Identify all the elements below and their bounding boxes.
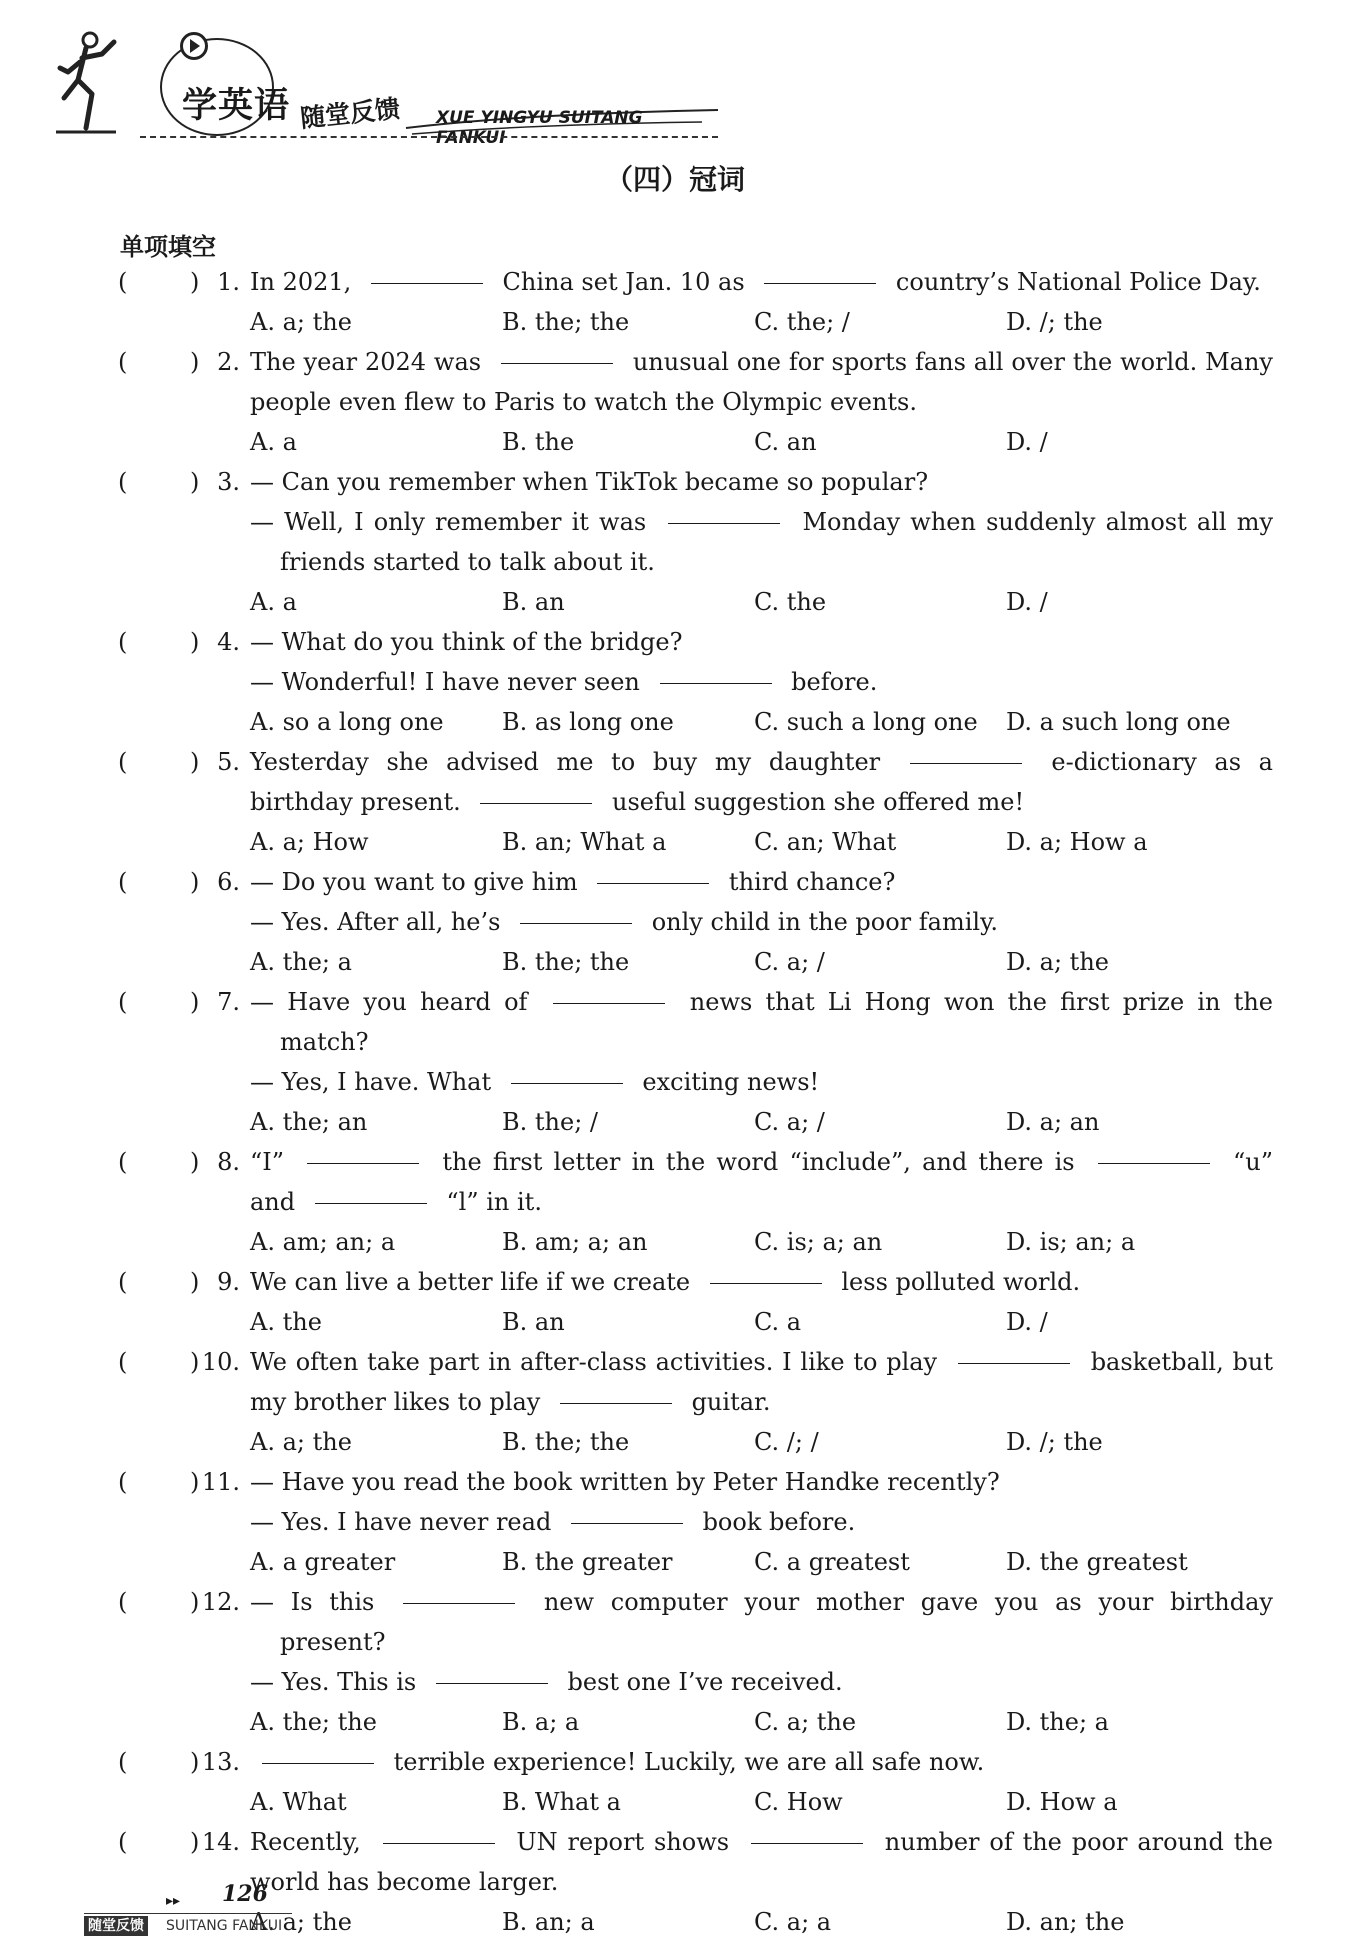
- dialogue-line: — Have you read the book written by Peter Handke recently?: [250, 1468, 1000, 1496]
- fill-blank[interactable]: [315, 1203, 427, 1204]
- answer-option[interactable]: A. so a long one: [250, 708, 444, 736]
- question-stem: [250, 262, 1273, 302]
- question-stem: [250, 1342, 1273, 1422]
- answer-option[interactable]: C. a: [754, 1308, 802, 1336]
- answer-option[interactable]: B. the; /: [502, 1108, 598, 1136]
- answer-option[interactable]: D. /: [1006, 1308, 1048, 1336]
- answer-option[interactable]: A. am; an; a: [250, 1228, 396, 1256]
- option-row: [250, 422, 1273, 462]
- dialogue-line: — Yes. After all, he’s only child in the poor family.: [250, 908, 999, 936]
- question-item: [118, 1462, 1273, 1582]
- answer-option[interactable]: C. a; a: [754, 1908, 832, 1936]
- header-title-latin: XUE YINGYU SUITANG FANKUI: [436, 108, 643, 148]
- question-item: [118, 1262, 1273, 1342]
- question-item: [118, 1342, 1273, 1462]
- answer-option[interactable]: C. a; /: [754, 948, 825, 976]
- fill-blank[interactable]: [660, 683, 772, 684]
- question-stem: [250, 342, 1273, 422]
- fill-blank[interactable]: [560, 1403, 672, 1404]
- answer-option[interactable]: B. the greater: [502, 1548, 673, 1576]
- option-row: [250, 822, 1273, 862]
- answer-option[interactable]: D. the greatest: [1006, 1548, 1188, 1576]
- question-item: [118, 982, 1273, 1142]
- question-stem: [250, 742, 1273, 822]
- question-item: [118, 1822, 1273, 1942]
- question-stem: [250, 1462, 1273, 1542]
- answer-option[interactable]: D. is; an; a: [1006, 1228, 1136, 1256]
- dialogue-line: — Have you heard of news that Li Hong won the first prize in the match?: [250, 988, 1273, 1056]
- answer-box[interactable]: ( ): [118, 628, 200, 656]
- answer-option[interactable]: B. am; a; an: [502, 1228, 648, 1256]
- question-stem: [250, 622, 1273, 702]
- option-row: [250, 942, 1273, 982]
- answer-option[interactable]: C. is; a; an: [754, 1228, 883, 1256]
- option-row: [250, 1102, 1273, 1142]
- answer-option[interactable]: C. an: [754, 428, 817, 456]
- question-item: [118, 342, 1273, 462]
- answer-box[interactable]: ( ): [118, 1348, 200, 1376]
- answer-box[interactable]: ( ): [118, 748, 200, 776]
- answer-option[interactable]: B. an; a: [502, 1908, 595, 1936]
- answer-option[interactable]: B. the; the: [502, 1428, 630, 1456]
- question-number: 5.: [217, 748, 240, 776]
- answer-option[interactable]: A. a greater: [250, 1548, 396, 1576]
- question-number: 7.: [217, 988, 240, 1016]
- question-item: [118, 262, 1273, 342]
- fill-blank[interactable]: [436, 1683, 548, 1684]
- stem-line: terrible experience! Luckily, we are all safe now.: [250, 1742, 1273, 1782]
- dialogue-line: — Wonderful! I have never seen before.: [250, 668, 878, 696]
- dialogue-line: — Is this new computer your mother gave you as your birthday present?: [250, 1588, 1273, 1656]
- fill-blank[interactable]: [383, 1843, 495, 1844]
- answer-option[interactable]: B. an: [502, 588, 565, 616]
- fill-blank[interactable]: [571, 1523, 683, 1524]
- option-row: [250, 1902, 1273, 1942]
- question-stem: [250, 1262, 1273, 1302]
- fill-blank[interactable]: [511, 1083, 623, 1084]
- answer-option[interactable]: B. an: [502, 1308, 565, 1336]
- answer-option[interactable]: A. a; How: [250, 828, 369, 856]
- question-stem: [250, 862, 1273, 942]
- question-number: 6.: [217, 868, 240, 896]
- question-number: 10.: [201, 1348, 240, 1376]
- answer-option[interactable]: D. a such long one: [1006, 708, 1231, 736]
- option-row: [250, 302, 1273, 342]
- answer-option[interactable]: C. a; the: [754, 1708, 857, 1736]
- stem-line: Yesterday she advised me to buy my daughter e-dictionary as a birthday present. useful suggestion she offered me!: [250, 748, 1273, 816]
- question-number: 11.: [201, 1468, 240, 1496]
- answer-box[interactable]: ( ): [118, 348, 200, 376]
- question-number: 4.: [217, 628, 240, 656]
- answer-option[interactable]: D. /: [1006, 428, 1048, 456]
- part-title: 单项填空: [120, 233, 216, 261]
- question-stem: [250, 982, 1273, 1102]
- stem-line: The year 2024 was unusual one for sports fans all over the world. Many people even flew to Paris to watch the Olympic events.: [250, 348, 1273, 416]
- option-row: [250, 1222, 1273, 1262]
- fill-blank[interactable]: [710, 1283, 822, 1284]
- answer-option[interactable]: B. an; What a: [502, 828, 667, 856]
- question-number: 3.: [217, 468, 240, 496]
- answer-box[interactable]: ( ): [118, 1148, 200, 1176]
- dialogue-line: — Can you remember when TikTok became so popular?: [250, 468, 929, 496]
- answer-option[interactable]: B. What a: [502, 1788, 621, 1816]
- answer-option[interactable]: A. What: [250, 1788, 347, 1816]
- answer-option[interactable]: C. How: [754, 1788, 843, 1816]
- question-stem: [250, 1742, 1273, 1782]
- fill-blank[interactable]: [371, 283, 483, 284]
- stem-line: We often take part in after-class activities. I like to play basketball, but my brother likes to play guitar.: [250, 1348, 1273, 1416]
- option-row: [250, 1542, 1273, 1582]
- answer-option[interactable]: D. /; the: [1006, 308, 1103, 336]
- fill-blank[interactable]: [597, 883, 709, 884]
- option-row: [250, 1422, 1273, 1462]
- answer-option[interactable]: D. a; the: [1006, 948, 1109, 976]
- question-number: 14.: [201, 1828, 240, 1856]
- answer-option[interactable]: D. /; the: [1006, 1428, 1103, 1456]
- footer-divider: [84, 1913, 292, 1914]
- stem-line: Recently, UN report shows number of the poor around the world has become larger.: [250, 1828, 1274, 1896]
- fill-blank[interactable]: [262, 1763, 374, 1764]
- answer-box[interactable]: ( ): [118, 1828, 200, 1856]
- answer-option[interactable]: A. the; a: [250, 948, 352, 976]
- footer-tag-cn: 随堂反馈: [84, 1916, 148, 1936]
- option-row: [250, 1702, 1273, 1742]
- answer-box[interactable]: ( ): [118, 468, 200, 496]
- question-item: [118, 1742, 1273, 1822]
- stem-line: We can live a better life if we create less polluted world.: [250, 1268, 1081, 1296]
- fill-blank[interactable]: [668, 523, 780, 524]
- header-divider: [140, 136, 718, 138]
- question-number: 9.: [217, 1268, 240, 1296]
- runner-logo-icon: [56, 28, 126, 138]
- question-stem: [250, 1582, 1273, 1702]
- question-list: [118, 262, 1273, 1942]
- answer-option[interactable]: B. a; a: [502, 1708, 580, 1736]
- page-number: 126: [222, 1881, 268, 1907]
- answer-option[interactable]: C. the: [754, 588, 827, 616]
- answer-box[interactable]: ( ): [118, 1468, 200, 1496]
- footer-tag-latin: SUITANG FANKUI: [166, 1918, 283, 1934]
- answer-option[interactable]: A. the: [250, 1308, 322, 1336]
- question-number: 2.: [217, 348, 240, 376]
- question-number: 8.: [217, 1148, 240, 1176]
- option-row: [250, 1782, 1273, 1822]
- fill-blank[interactable]: [501, 363, 613, 364]
- dialogue-line: — Well, I only remember it was Monday when suddenly almost all my friends started to talk about it.: [250, 508, 1274, 576]
- fill-blank[interactable]: [307, 1163, 419, 1164]
- answer-option[interactable]: A. a; the: [250, 308, 352, 336]
- fill-blank[interactable]: [751, 1843, 863, 1844]
- answer-option[interactable]: C. /; /: [754, 1428, 819, 1456]
- answer-option[interactable]: A. a: [250, 588, 297, 616]
- answer-option[interactable]: A. a; the: [250, 1908, 352, 1936]
- answer-option[interactable]: B. the: [502, 428, 575, 456]
- option-row: [250, 582, 1273, 622]
- stem-line: “I” the first letter in the word “include”, and there is “u” and “l” in it.: [250, 1148, 1273, 1216]
- header-subtitle-cn: 随堂反馈: [298, 93, 402, 134]
- fill-blank[interactable]: [403, 1603, 515, 1604]
- answer-option[interactable]: B. as long one: [502, 708, 674, 736]
- fill-blank[interactable]: [910, 763, 1022, 764]
- double-arrow-icon: ▸▸: [166, 1893, 181, 1909]
- fill-blank[interactable]: [553, 1003, 665, 1004]
- dialogue-line: — Yes, I have. What exciting news!: [250, 1068, 820, 1096]
- fill-blank[interactable]: [520, 923, 632, 924]
- answer-option[interactable]: C. a greatest: [754, 1548, 910, 1576]
- section-title: （四）冠词: [604, 163, 745, 196]
- question-stem: [250, 462, 1273, 582]
- answer-box[interactable]: ( ): [118, 268, 200, 296]
- answer-option[interactable]: C. such a long one: [754, 708, 978, 736]
- answer-box[interactable]: ( ): [118, 1268, 200, 1296]
- question-number: 13.: [201, 1748, 240, 1776]
- fill-blank[interactable]: [480, 803, 592, 804]
- answer-option[interactable]: A. a: [250, 428, 297, 456]
- answer-option[interactable]: C. an; What: [754, 828, 897, 856]
- question-stem: [250, 1822, 1273, 1902]
- dialogue-line: — Yes. This is best one I’ve received.: [250, 1668, 843, 1696]
- dialogue-line: — What do you think of the bridge?: [250, 628, 683, 656]
- fill-blank[interactable]: [764, 283, 876, 284]
- header-title-cn: 学英语: [182, 86, 291, 126]
- question-item: [118, 622, 1273, 742]
- answer-option[interactable]: A. a; the: [250, 1428, 352, 1456]
- question-item: [118, 862, 1273, 982]
- answer-option[interactable]: D. an; the: [1006, 1908, 1125, 1936]
- answer-option[interactable]: D. How a: [1006, 1788, 1118, 1816]
- stem-line: In 2021, China set Jan. 10 as country’s National Police Day.: [250, 268, 1261, 296]
- option-row: [250, 702, 1273, 742]
- answer-option[interactable]: B. the; the: [502, 948, 630, 976]
- fill-blank[interactable]: [1098, 1163, 1210, 1164]
- answer-option[interactable]: D. /: [1006, 588, 1048, 616]
- answer-box[interactable]: ( ): [118, 868, 200, 896]
- dialogue-line: — Yes. I have never read book before.: [250, 1508, 856, 1536]
- answer-option[interactable]: D. a; How a: [1006, 828, 1148, 856]
- answer-option[interactable]: A. the; the: [250, 1708, 377, 1736]
- fill-blank[interactable]: [958, 1363, 1070, 1364]
- answer-option[interactable]: D. a; an: [1006, 1108, 1100, 1136]
- question-stem: [250, 1142, 1273, 1222]
- answer-box[interactable]: ( ): [118, 1588, 200, 1616]
- question-item: [118, 742, 1273, 862]
- option-row: [250, 1302, 1273, 1342]
- question-number: 12.: [201, 1588, 240, 1616]
- question-item: [118, 1142, 1273, 1262]
- question-item: [118, 462, 1273, 622]
- answer-box[interactable]: ( ): [118, 1748, 200, 1776]
- answer-option[interactable]: C. the; /: [754, 308, 850, 336]
- play-icon: [180, 32, 208, 60]
- answer-option[interactable]: B. the; the: [502, 308, 630, 336]
- book-header: [56, 22, 676, 148]
- answer-box[interactable]: ( ): [118, 988, 200, 1016]
- question-number: 1.: [217, 268, 240, 296]
- question-item: [118, 1582, 1273, 1742]
- answer-option[interactable]: D. the; a: [1006, 1708, 1109, 1736]
- dialogue-line: — Do you want to give him third chance?: [250, 868, 896, 896]
- answer-option[interactable]: C. a; /: [754, 1108, 825, 1136]
- answer-option[interactable]: A. the; an: [250, 1108, 368, 1136]
